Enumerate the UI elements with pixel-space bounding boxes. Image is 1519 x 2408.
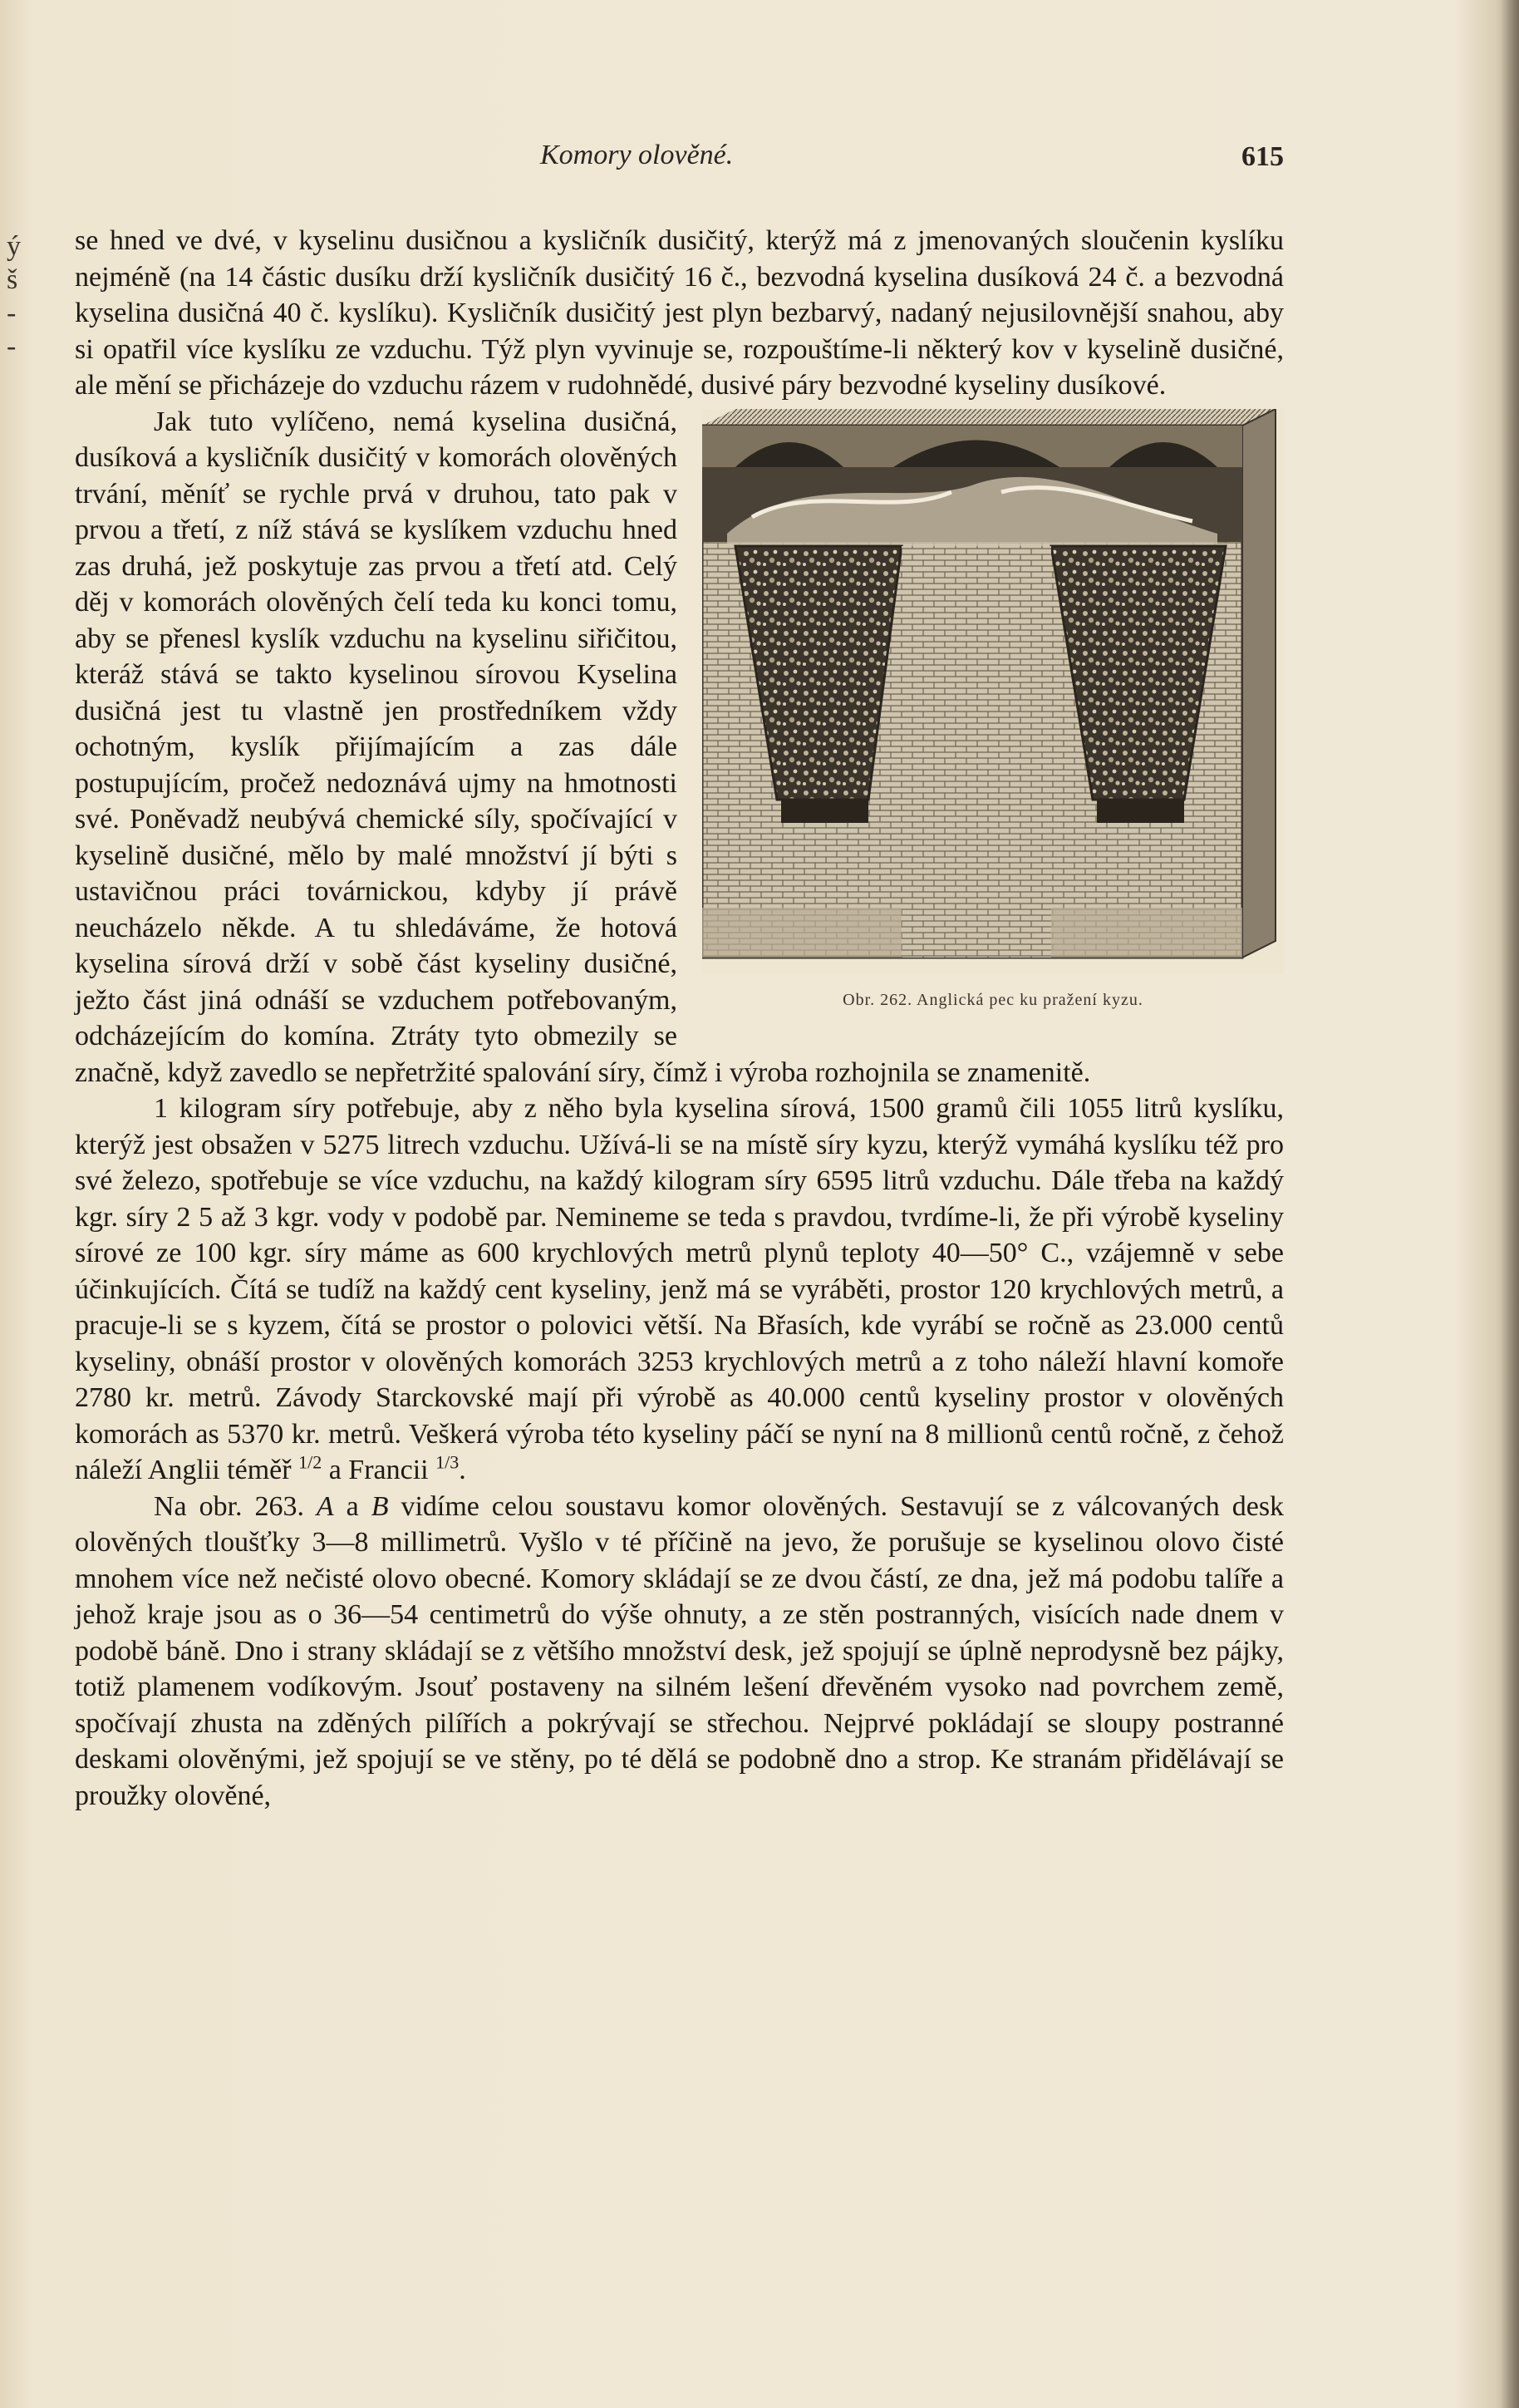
page-edge-shadow	[1501, 0, 1519, 2408]
margin-mark: -	[7, 331, 17, 362]
paragraph-text: a	[346, 1490, 359, 1522]
paragraph	[75, 1489, 1284, 1815]
label-A: A	[316, 1490, 334, 1522]
paragraph-text: 1 kilogram síry potřebuje, aby z něho byla kyselina sírová, 1500 gramů čili 1055 litrů kyslíku, kterýž jest obsažen v 5275 litrech vzduchu. Užívá-li se na místě síry kyzu, kterýž vymáhá kyslíku též pro své železo, spotřebuje se více vzduchu, na každý kilogram síry 6595 litrů vzduchu. Dále třeba na každý kgr. síry 2 5 až 3 kgr. vody v podobě par. Nemineme se teda s pravdou, tvrdíme-li, že při výrobě kyseliny sírové ze 100 kgr. síry máme as 600 krychlových metrů plynů teploty 40—50° C., vzájemně v sebe účinkujících. Čítá se tudíž na každý cent kyseliny, jenž má se vyráběti, prostor 120 krychlových metrů, a pracuje-li se s kyzem, čítá se prostor o polovici větší. Na Břasích, kde vyrábí se ročně as 23.000 centů kyseliny, obnáší prostor v olověných komorách 3253 krychlových metrů a z toho náleží hlavní komoře 2780 kr. metrů. Závody Starckovské mají při výrobě as 40.000 centů kyseliny prostor v olověných komorách as 5370 kr. metrů. Veškerá výroba této kyseliny páčí se nyní na 8 millionů centů ročně, z čehož náleží Anglii téměř	[75, 1093, 1284, 1485]
paragraph	[75, 1091, 1284, 1489]
page-body	[75, 223, 1284, 1814]
paragraph: se hned ve dvé, v kyselinu dusičnou a kysličník dusičitý, kterýž má z jmenovaných sloučenin kyslíku nejméně (na 14 částic dusíku drží kysličník dusičitý 16 č., bezvodná kyselina dusíková 24 č. a bezvodná kyselina dusičná 40 č. kyslíku). Kysličník dusičitý jest plyn bezbarvý, nadaný nejusilovnější snahou, aby si opatřil více kyslíku ze vzduchu. Týž plyn vyvinuje se, rozpouštíme-li některý kov v kyselině dusičné, ale mění se přicházeje do vzduchu rázem v rudohnědé, dusivé páry bezvodné kyseliny dusíkové.	[75, 225, 1284, 401]
figure-caption: Obr. 262. Anglická pec ku pražení kyzu.	[843, 990, 1143, 1009]
paragraph-text: .	[459, 1455, 466, 1485]
label-B: B	[371, 1490, 389, 1522]
margin-mark: ý	[7, 231, 21, 262]
paragraph: Jak tuto vylíčeno, nemá kyselina dusičná, dusíková a kysličník dusičitý v komorách olověných trvání, měníť se rychle prvá v druhou, tato pak v prvou a třetí, z níž stává se kyslíkem vzduchu hned zas druhá, jež poskytuje zas prvou a třetí atd. Celý děj v komorách olověných čelí teda ku konci tomu, aby se přenesl kyslík vzduchu na kyselinu siřičitou, kteráž stává se takto kyselinou sírovou Kyselina dusičná jest tu vlastně jen prostředníkem vždy ochotným, kyslík přijímajícím a zas dále postupujícím, pročež nedoznává ujmy na hmotnosti své. Poněvadž neubývá chemické síly, spočívající v kyselině dusičné, mělo by malé množství jí býti s ustavičnou práci továrnickou, kdyby jí právě neucházelo někde. A tu shledáváme, že hotová kyselina sírová drží v sobě část kyseliny dusičné, ježto část jiná odnáší se vzduchem potřebovaným, odcházejícím do komína. Ztráty tyto obmezily se značně, když zavedlo se nepřetržité spalování síry, čímž i výroba rozhojnila se znamenitě.	[75, 406, 1091, 1088]
page-number: 615	[1241, 141, 1284, 172]
margin-mark: -	[7, 298, 17, 328]
figure-furnace	[702, 409, 1284, 1027]
margin-mark: š	[7, 264, 18, 295]
paragraph-text: a Francii	[328, 1455, 429, 1485]
page-header	[75, 140, 1284, 181]
paragraph-text: Na obr. 263.	[154, 1490, 304, 1522]
margin-marks	[7, 233, 21, 366]
furnace-illustration	[702, 409, 1284, 974]
paragraph-text: vidíme celou soustavu komor olověných. Sestavují se z válcovaných desk olověných tloušťky 3—8 millimetrů. Vyšlo v té příčině na jevo, že porušuje se kyselinou olovo čisté mnohem více než nečisté olovo obecné. Komory skládají se ze dvou částí, ze dna, jež má podobu talíře a jehož kraje jsou as o 36—54 centimetrů do výše ohnuty, a ze stěn postranných, visících nade dnem v podobě báně. Dno i strany skládají se z většího množství desk, jež spojují se úplně neprodysně bez pájky, totiž plamenem vodíkovým. Jsouť postaveny na silném lešení dřevěném vysoko nad povrchem země, spočívají zhusta na zděných pilířích a pokrývají se střechou. Nejprvé pokládají se sloupy postranné deskami olověnými, jež spojují se ve stěny, po té dělá se podobně dno a strop. Ke stranám přidělávají se proužky olověné,	[75, 1490, 1285, 1811]
running-title: Komory olověné.	[540, 140, 734, 170]
fraction: 1/2	[298, 1451, 322, 1473]
fraction: 1/3	[435, 1451, 460, 1473]
